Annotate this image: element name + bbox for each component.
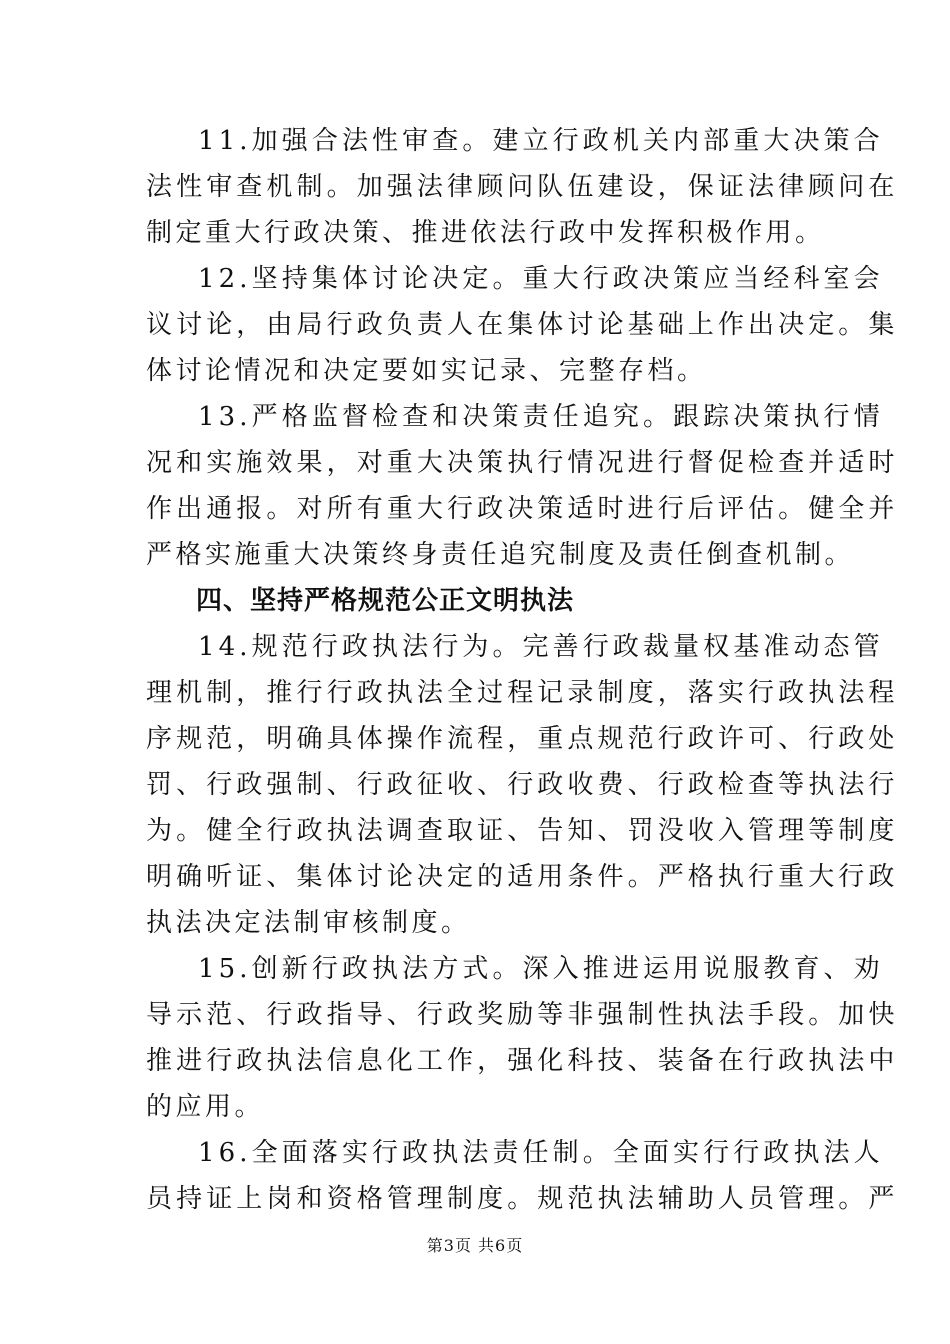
paragraph-14-line-3: 序规范，明确具体操作流程，重点规范行政许可、行政处	[146, 724, 899, 754]
paragraph-16-line-1: 16.全面落实行政执法责任制。全面实行行政执法人	[198, 1138, 884, 1168]
paragraph-14-line-4: 罚、行政强制、行政征收、行政收费、行政检查等执法行	[146, 770, 899, 800]
section-heading: 四、坚持严格规范公正文明执法	[196, 586, 575, 616]
page-footer: 第3页 共6页	[426, 1236, 524, 1255]
paragraph-12-line-1: 12.坚持集体讨论决定。重大行政决策应当经科室会	[198, 264, 884, 294]
paragraph-15-line-2: 导示范、行政指导、行政奖励等非强制性执法手段。加快	[146, 1000, 899, 1030]
paragraph-14-line-5: 为。健全行政执法调查取证、告知、罚没收入管理等制度	[146, 816, 899, 846]
paragraph-14-line-7: 执法决定法制审核制度。	[146, 908, 471, 938]
paragraph-15-line-4: 的应用。	[146, 1092, 265, 1122]
paragraph-12-line-2: 议讨论，由局行政负责人在集体讨论基础上作出决定。集	[146, 310, 899, 340]
paragraph-13-line-1: 13.严格监督检查和决策责任追究。跟踪决策执行情	[198, 402, 884, 432]
paragraph-13-line-2: 况和实施效果，对重大决策执行情况进行督促检查并适时	[146, 448, 899, 478]
paragraph-14-line-1: 14.规范行政执法行为。完善行政裁量权基准动态管	[198, 632, 884, 662]
paragraph-13-line-4: 严格实施重大决策终身责任追究制度及责任倒查机制。	[146, 540, 855, 570]
paragraph-13-line-3: 作出通报。对所有重大行政决策适时进行后评估。健全并	[146, 494, 899, 524]
paragraph-11-line-1: 11.加强合法性审查。建立行政机关内部重大决策合	[198, 126, 884, 156]
paragraph-16-line-2: 员持证上岗和资格管理制度。规范执法辅助人员管理。严	[146, 1184, 899, 1214]
paragraph-15-line-3: 推进行政执法信息化工作，强化科技、装备在行政执法中	[146, 1046, 899, 1076]
paragraph-11-line-3: 制定重大行政决策、推进依法行政中发挥积极作用。	[146, 218, 825, 248]
paragraph-14-line-6: 明确听证、集体讨论决定的适用条件。严格执行重大行政	[146, 862, 899, 892]
paragraph-12-line-3: 体讨论情况和决定要如实记录、完整存档。	[146, 356, 707, 386]
paragraph-11-line-2: 法性审查机制。加强法律顾问队伍建设，保证法律顾问在	[146, 172, 899, 202]
paragraph-14-line-2: 理机制，推行行政执法全过程记录制度，落实行政执法程	[146, 678, 899, 708]
paragraph-15-line-1: 15.创新行政执法方式。深入推进运用说服教育、劝	[198, 954, 884, 984]
